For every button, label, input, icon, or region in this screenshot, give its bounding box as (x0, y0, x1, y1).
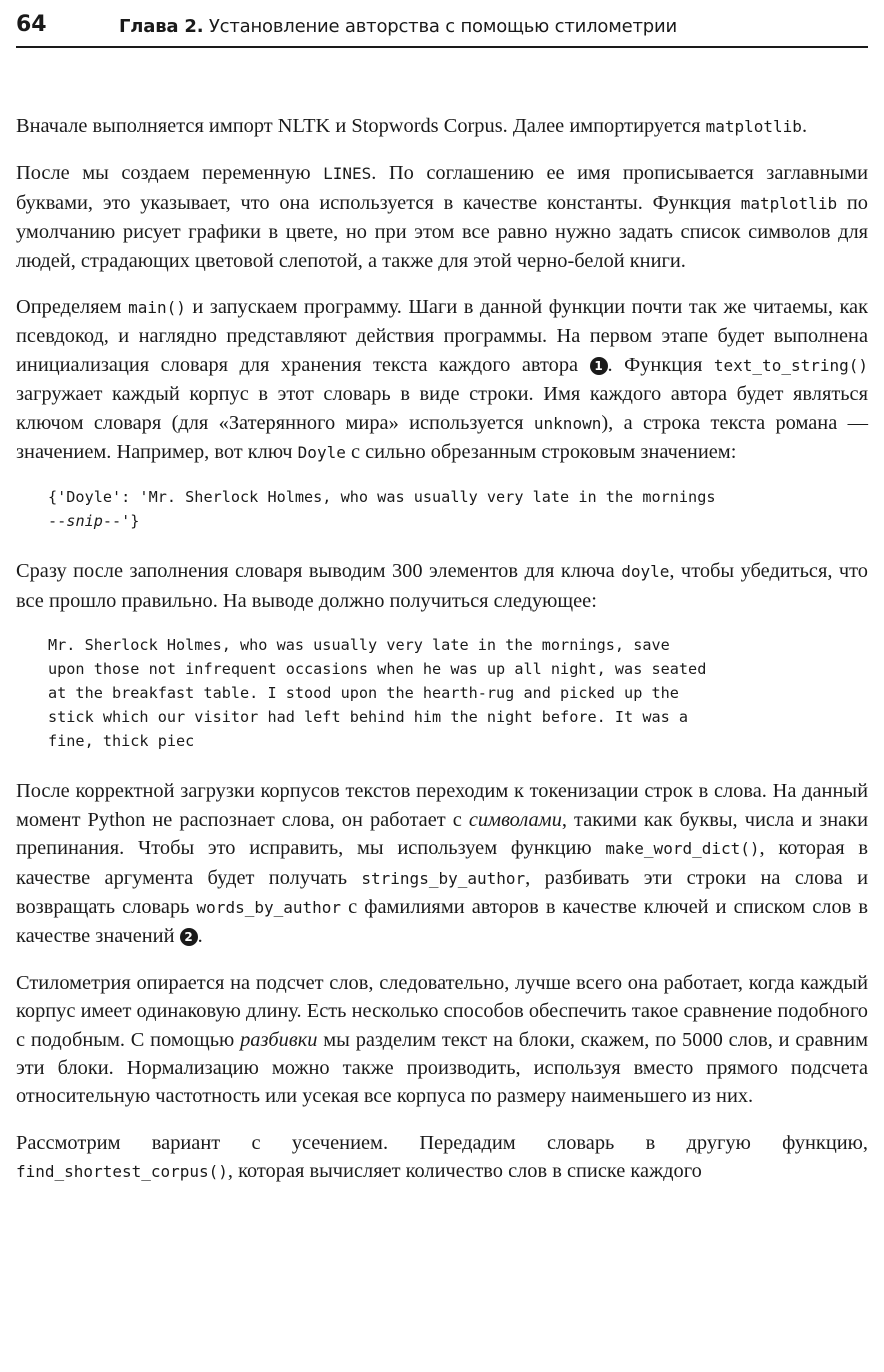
callout-marker-2: 2 (180, 928, 198, 946)
emphasis: символами (468, 808, 562, 831)
inline-code: text_to_string() (713, 355, 869, 375)
text-run: Стилометрия опирается на подсчет слов, следовательно, лучше всего она работает, когда каждый корпус имеет одинаковую длину. Есть несколько способов обеспечить такое сравнение подобного с подобным. С помощью (16, 971, 868, 1051)
text-run: , которая в качестве аргумента будет получать (16, 837, 869, 889)
code-placeholder: snip (66, 512, 103, 531)
text-run: . (801, 115, 808, 137)
text-run: мы разделим текст на блоки, скажем, по 5000 слов, и сравним эти блоки. Нормализацию можно также производить, используя вместо прямого подсчета относительную частотность или усекая все корпуса по размеру наименьшего из них. (16, 1028, 869, 1108)
running-header (16, 12, 868, 48)
page-number: 64 (16, 12, 47, 37)
inline-code: matplotlib (740, 193, 838, 213)
text-run: , которая вычисляет количество слов в списке каждого (227, 1160, 702, 1183)
text-run: с фамилиями авторов в качестве ключей и списком слов в качестве значений (16, 895, 868, 948)
text-run: Определяем (16, 296, 129, 319)
text-run: и запускаем программу. Шаги в данной функции почти так же читаемы, как псевдокод, и наглядно представляют действия программы. На первом этапе будет выполнена инициализация словаря для хранения текста каждого автора (16, 296, 869, 376)
code-line: --'} (102, 512, 140, 531)
text-run: . (197, 925, 203, 948)
inline-code: doyle (621, 562, 670, 582)
text-run: , чтобы убедиться, что все прошло правильно. На выводе должно получиться следующее: (16, 560, 868, 612)
inline-code: unknown (533, 413, 602, 433)
text-run: загружает каждый корпус в этот словарь в виде строки. Имя каждого автора будет являться ключом словаря (для «Затерянного мира» используется (16, 383, 868, 434)
code-line: {'Doyle': 'Mr. Sherlock Holmes, who was usually very late in the mornings (48, 488, 716, 507)
paragraph-1 (16, 112, 868, 141)
inline-code: strings_by_author (361, 868, 526, 888)
code-block-output: Mr. Sherlock Holmes, who was usually very late in the mornings, save upon those not infrequent occasions when he was up all night, was seated at the breakfast table. I stood upon the hearth-rug and picked up the stick which our visitor had left behind him the night before. It was a fine, thick piec (48, 636, 707, 751)
text-run: Рассмотрим вариант с усечением. Передадим словарь в другую функцию, (16, 1131, 868, 1154)
text-run: . Функция (607, 353, 714, 376)
inline-code: main() (128, 298, 186, 318)
inline-code: words_by_author (196, 897, 342, 917)
text-run: Сразу после заполнения словаря выводим 300 элементов для ключа (16, 560, 622, 583)
paragraph-4 (16, 557, 868, 615)
text-run: с сильно обрезанным строковым значением: (345, 441, 737, 464)
code-line: -- (48, 512, 67, 531)
chapter-label: Глава 2. (119, 16, 204, 37)
text-run: После мы создаем переменную (16, 162, 324, 185)
text-run: ), а строка текста романа — значением. Например, вот ключ (16, 411, 868, 464)
running-title (119, 16, 677, 37)
paragraph-3 (16, 293, 868, 467)
text-run: После корректной загрузки корпусов текстов переходим к токенизации строк в слова. На данный момент Python не распознает слова, он работает с (16, 780, 868, 831)
text-run: , такими как буквы, числа и знаки препинания. Чтобы это исправить, мы используем функцию (16, 808, 868, 860)
code-block-dict (48, 485, 868, 533)
callout-marker-1: 1 (590, 357, 608, 375)
paragraph-5 (16, 777, 868, 950)
text-run: по умолчанию рисует графики в цвете, но при этом все равно нужно задать список символов для людей, страдающих цветовой слепотой, а также для этой черно-белой книги. (16, 191, 868, 272)
paragraph-7 (16, 1129, 868, 1187)
inline-code: Doyle (297, 443, 346, 463)
chapter-title: Установление авторства с помощью стилометрии (208, 16, 678, 37)
text-run: , разбивать эти строки на слова и возвращать словарь (16, 866, 868, 918)
paragraph-2 (16, 159, 868, 275)
emphasis: разбивки (240, 1028, 318, 1051)
inline-code: LINES (323, 164, 372, 184)
paragraph-6 (16, 969, 868, 1111)
inline-code: make_word_dict() (605, 839, 760, 859)
text-run: Вначале выполняется импорт NLTK и Stopwords Corpus. Далее импортируется (16, 115, 706, 137)
inline-code: find_shortest_corpus() (16, 1162, 228, 1182)
inline-code: matplotlib (705, 117, 802, 136)
page-body (16, 112, 868, 1205)
text-run: . По соглашению ее имя прописывается заглавными буквами, это указывает, что она используется в качестве константы. Функция (16, 162, 868, 214)
